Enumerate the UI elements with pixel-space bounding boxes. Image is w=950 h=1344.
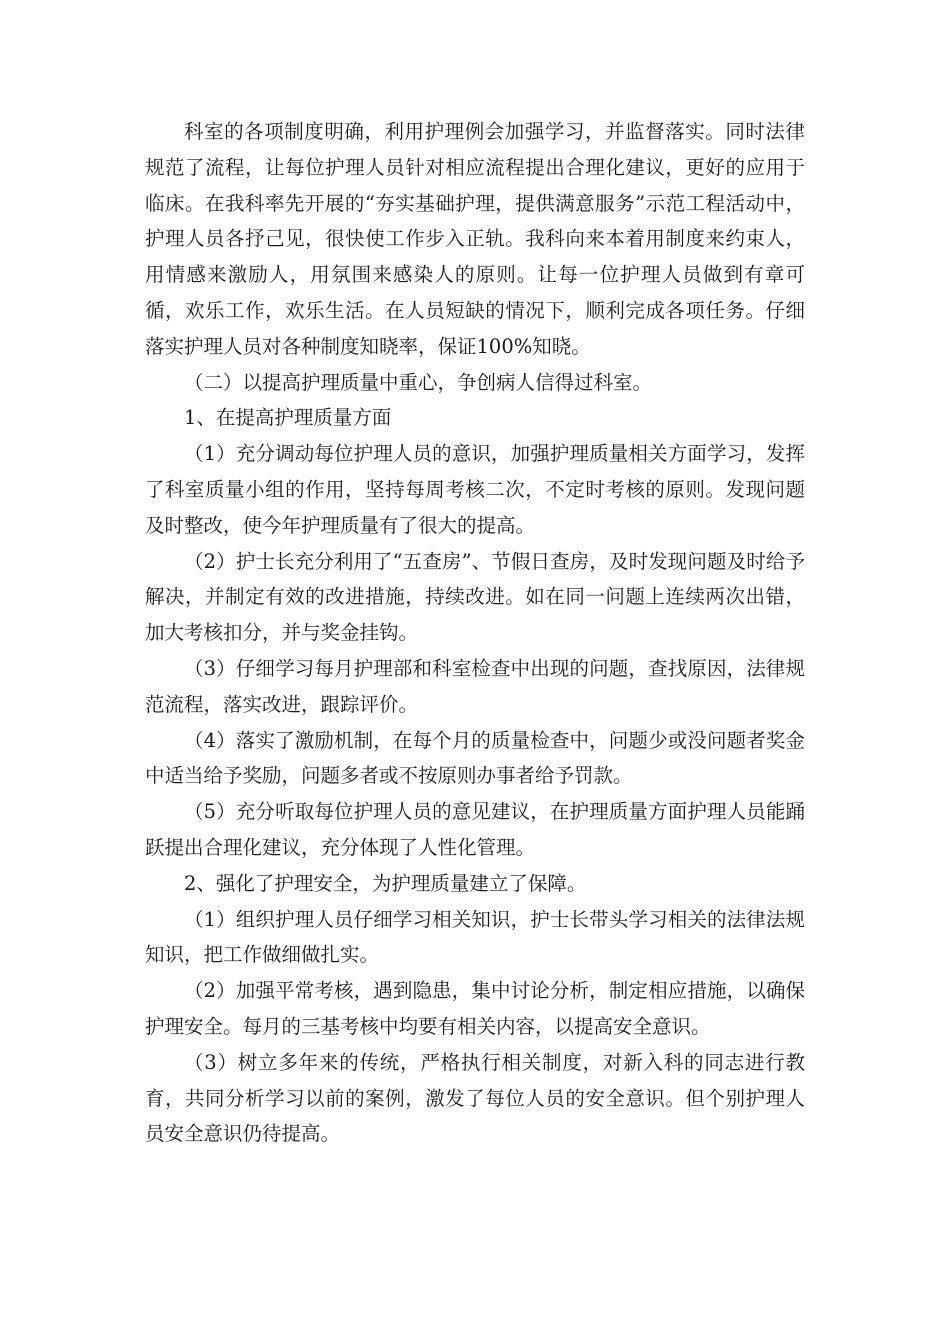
subsection-heading-1: 1、在提高护理质量方面 — [184, 406, 392, 430]
list-item-1-1: （1）充分调动每位护理人员的意识，加强护理质量相关方面学习，发挥了科室质量小组的作用，坚持每周考核二次，不定时考核的原则。发现问题及时整改，使今年护理质量有了很大的提高。 — [145, 442, 805, 537]
list-item-1-3: （3）仔细学习每月护理部和科室检查中出现的问题，查找原因，法律规范流程，落实改进，跟踪评价。 — [145, 656, 805, 716]
paragraph-intro: 科室的各项制度明确，利用护理例会加强学习，并监督落实。同时法律规范了流程，让每位护理人员针对相应流程提出合理化建议，更好的应用于临床。在我科率先开展的“夯实基础护理，提供满意服务”示范工程活动中，护理人员各抒己见，很快使工作步入正轨。我科向来本着用制度来约束人，用情感来激励人，用氛围来感染人的原则。让每一位护理人员做到有章可循，欢乐工作，欢乐生活。在人员短缺的情况下，顺利完成各项任务。仔细落实护理人员对各种制度知晓率，保证100%知晓。 — [145, 120, 805, 358]
document-body — [145, 114, 805, 1152]
list-item-1-5: （5）充分听取每位护理人员的意见建议，在护理质量方面护理人员能踊跃提出合理化建议，充分体现了人性化管理。 — [145, 800, 805, 859]
subsection-heading-2: 2、强化了护理安全，为护理质量建立了保障。 — [184, 871, 587, 895]
list-item-2-1: （1）组织护理人员仔细学习相关知识，护士长带头学习相关的法律法规知识，把工作做细做扎实。 — [145, 907, 805, 967]
list-item-2-3: （3）树立多年来的传统，严格执行相关制度，对新入科的同志进行教育，共同分析学习以前的案例，激发了每位人员的安全意识。但个别护理人员安全意识仍待提高。 — [145, 1050, 805, 1146]
list-item-2-2: （2）加强平常考核，遇到隐患，集中讨论分析，制定相应措施，以确保护理安全。每月的三基考核中均要有相关内容，以提高安全意识。 — [145, 979, 805, 1038]
list-item-1-2: （2）护士长充分利用了“五查房”、节假日查房，及时发现问题及时给予解决，并制定有效的改进措施，持续改进。如在同一问题上连续两次出错，加大考核扣分，并与奖金挂钩。 — [145, 549, 805, 645]
list-item-1-4: （4）落实了激励机制，在每个月的质量检查中，问题少或没问题者奖金中适当给予奖励，问题多者或不按原则办事者给予罚款。 — [145, 728, 805, 788]
section-heading-2: （二）以提高护理质量中重心，争创病人信得过科室。 — [184, 370, 653, 394]
